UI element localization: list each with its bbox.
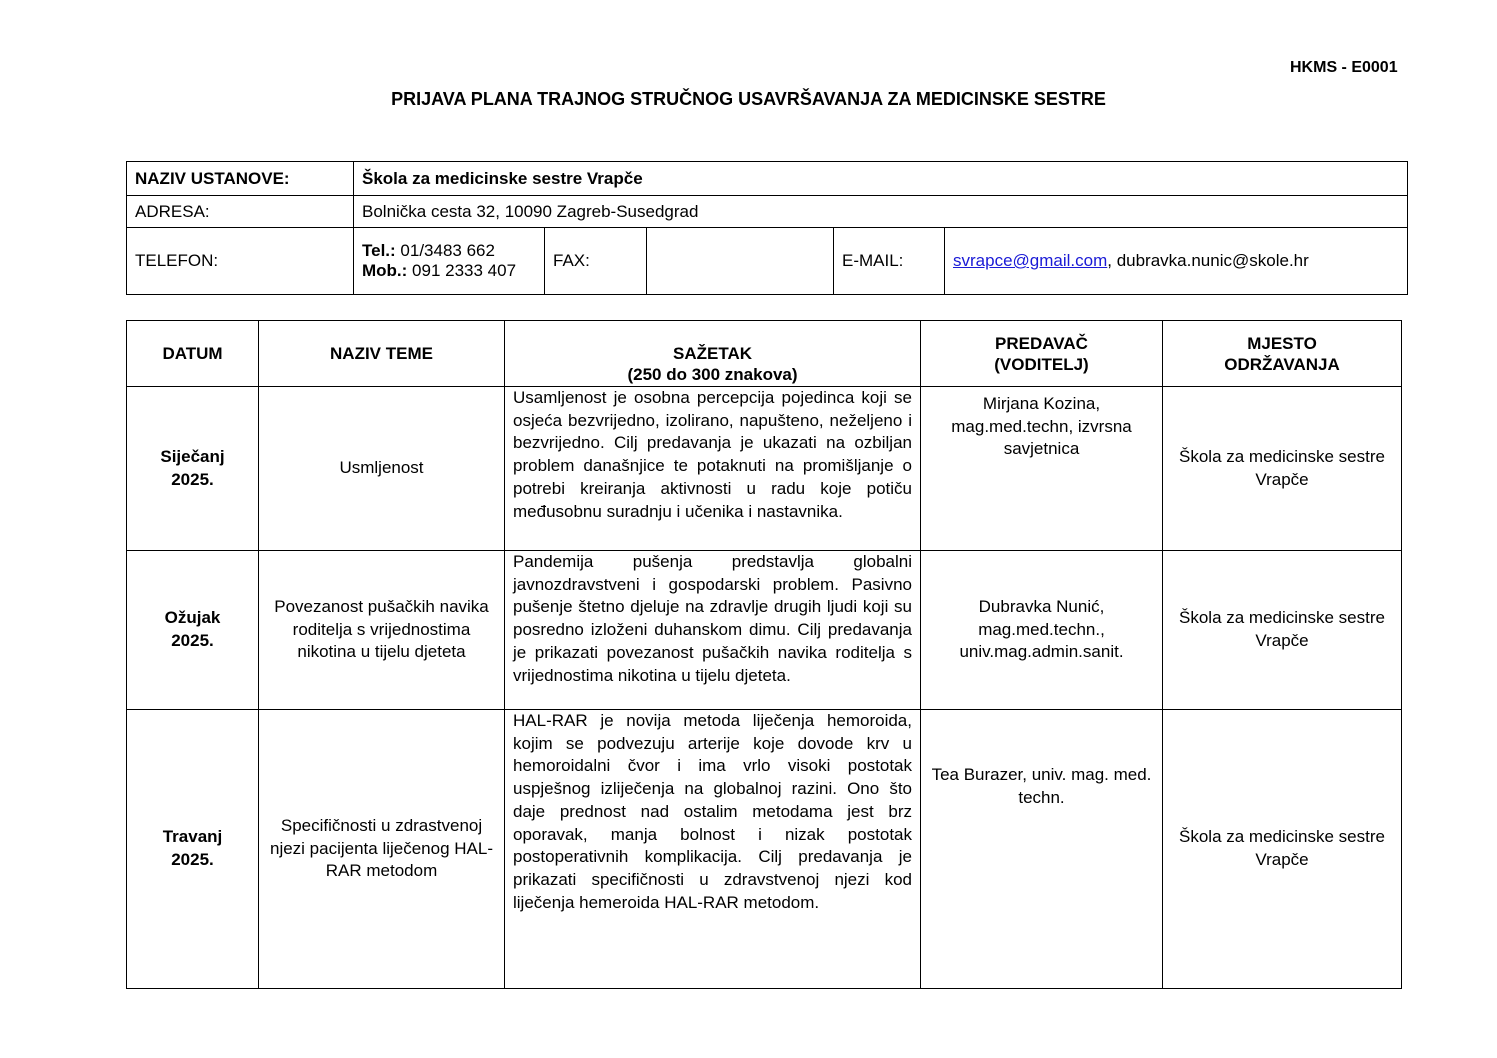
plan-table — [126, 320, 1402, 989]
date-cell — [127, 387, 259, 551]
fax-value — [647, 228, 834, 295]
form-code: HKMS - E0001 — [1290, 59, 1398, 76]
place-cell: Škola za medicinske sestre Vrapče — [1163, 387, 1402, 551]
email-label: E-MAIL: — [834, 228, 945, 295]
topic-cell: Povezanost pušačkih navika roditelja s vrijednostima nikotina u tijelu djeteta — [259, 551, 505, 710]
place-cell: Škola za medicinske sestre Vrapče — [1163, 551, 1402, 710]
institution-name-label: NAZIV USTANOVE: — [127, 162, 354, 196]
date-year: 2025. — [171, 469, 214, 489]
summary-header-title: SAŽETAK — [672, 344, 752, 363]
mob-prefix: Mob.: — [362, 261, 408, 280]
fax-label: FAX: — [545, 228, 647, 295]
column-header-place — [1163, 321, 1402, 387]
lecturer-cell: Tea Burazer, univ. mag. med. techn. — [921, 710, 1163, 989]
table-row — [127, 710, 1402, 989]
place-cell: Škola za medicinske sestre Vrapče — [1163, 710, 1402, 989]
plan-header-row — [127, 321, 1402, 387]
tel-prefix: Tel.: — [362, 241, 396, 260]
email-extra: , dubravka.nunic@skole.hr — [1107, 251, 1309, 270]
lecturer-header-title: PREDAVAČ — [995, 333, 1088, 353]
summary-cell: Usamljenost je osobna percepcija pojedinca koji se osjeća bezvrijedno, izolirano, napušteno, neželjeno i bezvrijedno. Cilj predavanja je ukazati na ozbiljan problem današnjice te potaknuti na promišljanje o potrebi kreiranja aktivnosti u radu koje potiču međusobnu suradnju i učenika i nastavnika. — [505, 387, 921, 551]
phone-label: TELEFON: — [127, 228, 354, 295]
lecturer-cell: Dubravka Nunić, mag.med.techn., univ.mag.admin.sanit. — [921, 551, 1163, 710]
institution-table — [126, 161, 1408, 295]
page-title: PRIJAVA PLANA TRAJNOG STRUČNOG USAVRŠAVANJA ZA MEDICINSKE SESTRE — [391, 89, 1106, 109]
table-row — [127, 387, 1402, 551]
email-value — [945, 228, 1408, 295]
date-cell — [127, 710, 259, 989]
address-value: Bolnička cesta 32, 10090 Zagreb-Susedgrad — [354, 196, 1408, 228]
place-header-title: MJESTO — [1247, 333, 1317, 353]
email-link[interactable]: svrapce@gmail.com — [953, 251, 1108, 270]
date-cell — [127, 551, 259, 710]
place-header-sub: ODRŽAVANJA — [1224, 354, 1340, 374]
mob-number: 091 2333 407 — [407, 261, 517, 280]
column-header-topic: NAZIV TEME — [259, 321, 505, 387]
lecturer-cell: Mirjana Kozina, mag.med.techn, izvrsna savjetnica — [921, 387, 1163, 551]
institution-address-row — [127, 196, 1408, 228]
address-label: ADRESA: — [127, 196, 354, 228]
date-month: Travanj — [162, 827, 223, 847]
phone-value — [354, 228, 545, 295]
topic-cell: Specifičnosti u zdrastvenoj njezi pacijenta liječenog HAL-RAR metodom — [259, 710, 505, 989]
institution-contact-row — [127, 228, 1408, 295]
tel-number: 01/3483 662 — [395, 241, 495, 260]
date-month: Ožujak — [164, 608, 221, 628]
summary-cell: Pandemija pušenja predstavlja globalni javnozdravstveni i gospodarski problem. Pasivno pušenje štetno djeluje na zdravlje drugih ljudi koji su posredno izloženi duhanskom dimu. Cilj predavanja je prikazati povezanost pušačkih navika roditelja s vrijednostima nikotina u tijelu djeteta. — [505, 551, 921, 710]
topic-cell: Usmljenost — [259, 387, 505, 551]
column-header-date: DATUM — [127, 321, 259, 387]
date-month: Siječanj — [160, 446, 225, 466]
date-year: 2025. — [171, 631, 214, 650]
column-header-lecturer — [921, 321, 1163, 387]
summary-cell: HAL-RAR je novija metoda liječenja hemoroida, kojim se podvezuju arterije koje dovode krv u hemoroidalni čvor i ima vrlo visoki postotak uspješnog izliječenja na globalnoj razini. Ono što daje prednost nad ostalim metodama jest brz oporavak, manja bolnost i nizak postotak postoperativnih komplikacija. Cilj predavanja je prikazati specifičnosti u zdravstvenoj njezi kod liječenja hemeroida HAL-RAR metodom. — [505, 710, 921, 989]
institution-name-value: Škola za medicinske sestre Vrapče — [354, 162, 1408, 196]
summary-header-sub: (250 do 300 znakova) — [627, 365, 798, 384]
lecturer-header-sub: (VODITELJ) — [994, 354, 1089, 374]
date-year: 2025. — [171, 850, 214, 869]
institution-name-row — [127, 162, 1408, 196]
column-header-summary — [505, 321, 921, 387]
table-row — [127, 551, 1402, 710]
